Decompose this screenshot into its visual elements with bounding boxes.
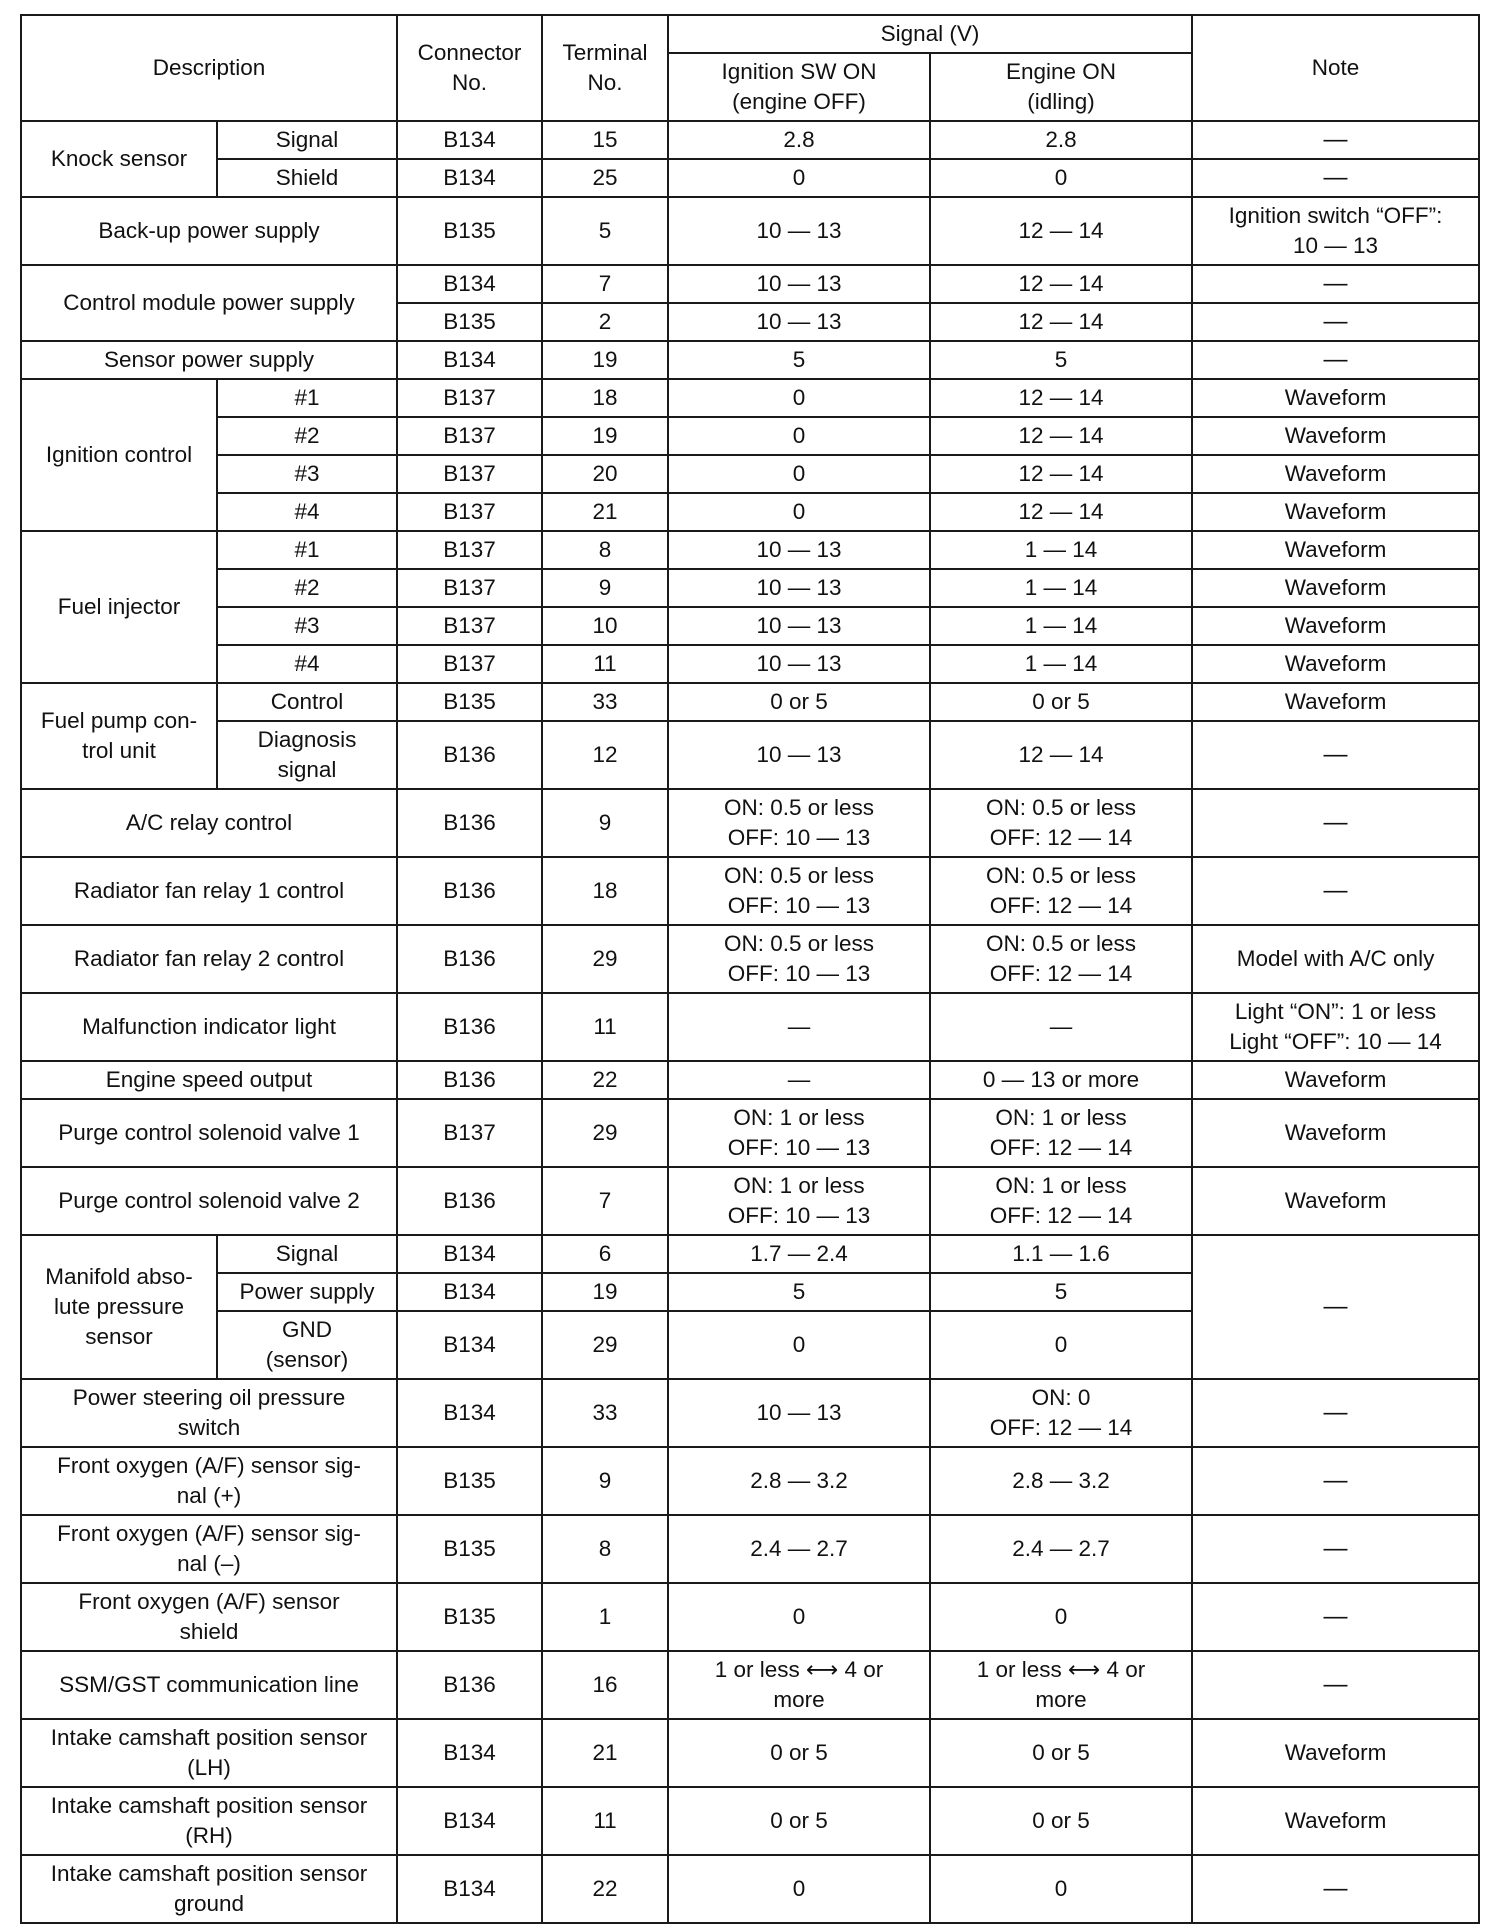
engine-on-cell: 0 [930,1855,1192,1923]
terminal-cell: 22 [542,1061,668,1099]
description-cell: Malfunction indicator light [21,993,397,1061]
note-cell: Waveform [1192,493,1479,531]
connector-cell: B137 [397,379,542,417]
sub-description-cell: #1 [217,531,397,569]
terminal-cell: 19 [542,1273,668,1311]
header-note: Note [1192,15,1479,121]
connector-cell: B134 [397,159,542,197]
connector-cell: B137 [397,531,542,569]
header-engine-on: Engine ON (idling) [930,53,1192,121]
description-cell: Radiator fan relay 2 control [21,925,397,993]
terminal-cell: 1 [542,1583,668,1651]
table-row [21,493,1479,531]
note-cell: — [1192,1379,1479,1447]
ignition-sw-on-cell: 2.4 — 2.7 [668,1515,930,1583]
table-row [21,1167,1479,1235]
note-cell: Waveform [1192,569,1479,607]
table-row [21,1583,1479,1651]
engine-on-cell: ON: 0.5 or less OFF: 12 — 14 [930,789,1192,857]
ignition-sw-on-cell: 0 [668,1311,930,1379]
description-cell: A/C relay control [21,789,397,857]
terminal-cell: 8 [542,531,668,569]
connector-cell: B135 [397,1447,542,1515]
sub-description-cell: GND (sensor) [217,1311,397,1379]
ignition-sw-on-cell: 10 — 13 [668,265,930,303]
terminal-cell: 8 [542,1515,668,1583]
terminal-cell: 19 [542,341,668,379]
engine-on-cell: 12 — 14 [930,303,1192,341]
sub-description-cell: #4 [217,493,397,531]
ignition-sw-on-cell: 10 — 13 [668,721,930,789]
terminal-cell: 33 [542,1379,668,1447]
engine-on-cell: 1 — 14 [930,569,1192,607]
table-row [21,159,1479,197]
ignition-sw-on-cell: 0 [668,1855,930,1923]
terminal-cell: 6 [542,1235,668,1273]
terminal-cell: 20 [542,455,668,493]
table-row [21,1719,1479,1787]
sub-description-cell: Control [217,683,397,721]
ignition-sw-on-cell: 0 or 5 [668,683,930,721]
connector-cell: B137 [397,569,542,607]
table-row [21,265,1479,303]
description-cell: Back-up power supply [21,197,397,265]
header-terminal-no: Terminal No. [542,15,668,121]
connector-cell: B137 [397,455,542,493]
description-cell: Ignition control [21,379,217,531]
table-row [21,379,1479,417]
engine-on-cell: 0 [930,1311,1192,1379]
table-row [21,569,1479,607]
table-row [21,683,1479,721]
table-row [21,607,1479,645]
ignition-sw-on-cell: 10 — 13 [668,197,930,265]
connector-cell: B136 [397,1061,542,1099]
engine-on-cell: 0 [930,159,1192,197]
note-cell: Model with A/C only [1192,925,1479,993]
note-cell: — [1192,265,1479,303]
engine-on-cell: 2.8 — 3.2 [930,1447,1192,1515]
note-cell: — [1192,303,1479,341]
engine-on-cell: 12 — 14 [930,455,1192,493]
note-cell: — [1192,1515,1479,1583]
table-row [21,789,1479,857]
ignition-sw-on-cell: 0 or 5 [668,1719,930,1787]
terminal-voltage-table [20,14,1480,1924]
description-cell: Intake camshaft position sensor (LH) [21,1719,397,1787]
terminal-cell: 18 [542,379,668,417]
note-cell: — [1192,159,1479,197]
table-row [21,721,1479,789]
table-row [21,1855,1479,1923]
sub-description-cell: Power supply [217,1273,397,1311]
connector-cell: B137 [397,645,542,683]
description-cell: Fuel pump con- trol unit [21,683,217,789]
description-cell: Front oxygen (A/F) sensor shield [21,1583,397,1651]
table-row [21,1447,1479,1515]
connector-cell: B137 [397,1099,542,1167]
table-header [21,15,1479,121]
description-cell: Front oxygen (A/F) sensor sig- nal (–) [21,1515,397,1583]
engine-on-cell: 2.8 [930,121,1192,159]
terminal-cell: 29 [542,1311,668,1379]
description-cell: Purge control solenoid valve 2 [21,1167,397,1235]
ignition-sw-on-cell: 10 — 13 [668,607,930,645]
terminal-cell: 5 [542,197,668,265]
table-row [21,121,1479,159]
note-cell: Waveform [1192,1787,1479,1855]
engine-on-cell: 0 or 5 [930,1787,1192,1855]
header-connector-no: Connector No. [397,15,542,121]
table-row [21,1235,1479,1273]
terminal-cell: 25 [542,159,668,197]
note-cell: — [1192,1855,1479,1923]
ignition-sw-on-cell: 2.8 — 3.2 [668,1447,930,1515]
ignition-sw-on-cell: 0 [668,417,930,455]
engine-on-cell: ON: 1 or less OFF: 12 — 14 [930,1099,1192,1167]
ignition-sw-on-cell: ON: 1 or less OFF: 10 — 13 [668,1167,930,1235]
connector-cell: B136 [397,857,542,925]
table-row [21,1061,1479,1099]
ignition-sw-on-cell: 0 [668,493,930,531]
terminal-cell: 7 [542,1167,668,1235]
connector-cell: B134 [397,1235,542,1273]
description-cell: Control module power supply [21,265,397,341]
engine-on-cell: 0 or 5 [930,1719,1192,1787]
engine-on-cell: 12 — 14 [930,197,1192,265]
connector-cell: B136 [397,721,542,789]
description-cell: Fuel injector [21,531,217,683]
sub-description-cell: #2 [217,569,397,607]
connector-cell: B136 [397,1167,542,1235]
note-cell: Waveform [1192,417,1479,455]
description-cell: Intake camshaft position sensor (RH) [21,1787,397,1855]
terminal-cell: 11 [542,645,668,683]
description-cell: Knock sensor [21,121,217,197]
description-cell: Radiator fan relay 1 control [21,857,397,925]
ignition-sw-on-cell: 0 [668,455,930,493]
ignition-sw-on-cell: 5 [668,341,930,379]
table-row [21,857,1479,925]
header-ignition-sw-on: Ignition SW ON (engine OFF) [668,53,930,121]
engine-on-cell: 1 or less ⟷ 4 or more [930,1651,1192,1719]
note-cell: — [1192,789,1479,857]
description-cell: SSM/GST communication line [21,1651,397,1719]
engine-on-cell: 2.4 — 2.7 [930,1515,1192,1583]
ignition-sw-on-cell: 0 [668,1583,930,1651]
note-cell: — [1192,1583,1479,1651]
engine-on-cell: 12 — 14 [930,493,1192,531]
description-cell: Manifold abso- lute pressure sensor [21,1235,217,1379]
terminal-cell: 10 [542,607,668,645]
table-row [21,341,1479,379]
connector-cell: B136 [397,789,542,857]
ignition-sw-on-cell: 10 — 13 [668,303,930,341]
terminal-cell: 21 [542,493,668,531]
connector-cell: B134 [397,1379,542,1447]
table-row [21,531,1479,569]
terminal-cell: 9 [542,569,668,607]
connector-cell: B137 [397,493,542,531]
note-cell: — [1192,1651,1479,1719]
terminal-cell: 9 [542,1447,668,1515]
engine-on-cell: 12 — 14 [930,379,1192,417]
description-cell: Front oxygen (A/F) sensor sig- nal (+) [21,1447,397,1515]
connector-cell: B136 [397,1651,542,1719]
note-cell: Waveform [1192,645,1479,683]
note-cell: — [1192,1235,1479,1379]
table-row [21,1651,1479,1719]
note-cell: Ignition switch “OFF”: 10 — 13 [1192,197,1479,265]
note-cell: — [1192,121,1479,159]
table-row [21,455,1479,493]
note-cell: — [1192,1447,1479,1515]
connector-cell: B134 [397,265,542,303]
note-cell: — [1192,721,1479,789]
engine-on-cell: 12 — 14 [930,721,1192,789]
note-cell: Light “ON”: 1 or less Light “OFF”: 10 — 14 [1192,993,1479,1061]
connector-cell: B134 [397,341,542,379]
ignition-sw-on-cell: 2.8 [668,121,930,159]
connector-cell: B134 [397,1855,542,1923]
engine-on-cell: 1 — 14 [930,607,1192,645]
terminal-cell: 22 [542,1855,668,1923]
terminal-cell: 19 [542,417,668,455]
note-cell: — [1192,341,1479,379]
ignition-sw-on-cell: 0 [668,379,930,417]
connector-cell: B135 [397,683,542,721]
ignition-sw-on-cell: ON: 0.5 or less OFF: 10 — 13 [668,925,930,993]
sub-description-cell: #2 [217,417,397,455]
engine-on-cell: — [930,993,1192,1061]
terminal-cell: 11 [542,993,668,1061]
engine-on-cell: 0 [930,1583,1192,1651]
engine-on-cell: ON: 0.5 or less OFF: 12 — 14 [930,857,1192,925]
note-cell: Waveform [1192,455,1479,493]
engine-on-cell: 1 — 14 [930,531,1192,569]
ignition-sw-on-cell: ON: 0.5 or less OFF: 10 — 13 [668,789,930,857]
ignition-sw-on-cell: 1.7 — 2.4 [668,1235,930,1273]
table-row [21,993,1479,1061]
table-row [21,197,1479,265]
terminal-cell: 29 [542,1099,668,1167]
connector-cell: B134 [397,1719,542,1787]
terminal-cell: 2 [542,303,668,341]
connector-cell: B136 [397,993,542,1061]
engine-on-cell: ON: 1 or less OFF: 12 — 14 [930,1167,1192,1235]
terminal-cell: 7 [542,265,668,303]
connector-cell: B134 [397,1311,542,1379]
engine-on-cell: 12 — 14 [930,265,1192,303]
terminal-cell: 12 [542,721,668,789]
connector-cell: B137 [397,607,542,645]
note-cell: Waveform [1192,1719,1479,1787]
note-cell: Waveform [1192,379,1479,417]
connector-cell: B134 [397,121,542,159]
sub-description-cell: #4 [217,645,397,683]
engine-on-cell: ON: 0.5 or less OFF: 12 — 14 [930,925,1192,993]
description-cell: Sensor power supply [21,341,397,379]
note-cell: Waveform [1192,1061,1479,1099]
terminal-cell: 29 [542,925,668,993]
ignition-sw-on-cell: 0 or 5 [668,1787,930,1855]
ignition-sw-on-cell: 10 — 13 [668,1379,930,1447]
table-row [21,925,1479,993]
terminal-cell: 11 [542,1787,668,1855]
engine-on-cell: 0 or 5 [930,683,1192,721]
header-description: Description [21,15,397,121]
note-cell: Waveform [1192,1167,1479,1235]
engine-on-cell: 1.1 — 1.6 [930,1235,1192,1273]
table-row [21,1099,1479,1167]
table-row [21,1379,1479,1447]
connector-cell: B135 [397,303,542,341]
engine-on-cell: ON: 0 OFF: 12 — 14 [930,1379,1192,1447]
note-cell: Waveform [1192,531,1479,569]
ignition-sw-on-cell: 10 — 13 [668,645,930,683]
ignition-sw-on-cell: 0 [668,159,930,197]
description-cell: Intake camshaft position sensor ground [21,1855,397,1923]
table-row [21,417,1479,455]
terminal-cell: 33 [542,683,668,721]
sub-description-cell: Diagnosis signal [217,721,397,789]
ignition-sw-on-cell: — [668,993,930,1061]
description-cell: Power steering oil pressure switch [21,1379,397,1447]
ignition-sw-on-cell: 10 — 13 [668,531,930,569]
engine-on-cell: 0 — 13 or more [930,1061,1192,1099]
ignition-sw-on-cell: ON: 1 or less OFF: 10 — 13 [668,1099,930,1167]
connector-cell: B134 [397,1787,542,1855]
connector-cell: B134 [397,1273,542,1311]
terminal-cell: 9 [542,789,668,857]
sub-description-cell: #3 [217,607,397,645]
connector-cell: B137 [397,417,542,455]
sub-description-cell: #3 [217,455,397,493]
engine-on-cell: 12 — 14 [930,417,1192,455]
connector-cell: B135 [397,197,542,265]
header-signal-v: Signal (V) [668,15,1192,53]
connector-cell: B136 [397,925,542,993]
ignition-sw-on-cell: 10 — 13 [668,569,930,607]
table-body [21,121,1479,1923]
table-row [21,1787,1479,1855]
ignition-sw-on-cell: — [668,1061,930,1099]
ignition-sw-on-cell: ON: 0.5 or less OFF: 10 — 13 [668,857,930,925]
table-row [21,1515,1479,1583]
terminal-cell: 15 [542,121,668,159]
table-row [21,645,1479,683]
terminal-cell: 18 [542,857,668,925]
connector-cell: B135 [397,1583,542,1651]
description-cell: Engine speed output [21,1061,397,1099]
description-cell: Purge control solenoid valve 1 [21,1099,397,1167]
sub-description-cell: Signal [217,121,397,159]
connector-cell: B135 [397,1515,542,1583]
engine-on-cell: 5 [930,341,1192,379]
spec-sheet [20,14,1480,1924]
sub-description-cell: #1 [217,379,397,417]
ignition-sw-on-cell: 1 or less ⟷ 4 or more [668,1651,930,1719]
sub-description-cell: Shield [217,159,397,197]
terminal-cell: 16 [542,1651,668,1719]
terminal-cell: 21 [542,1719,668,1787]
note-cell: Waveform [1192,683,1479,721]
note-cell: Waveform [1192,607,1479,645]
note-cell: — [1192,857,1479,925]
sub-description-cell: Signal [217,1235,397,1273]
engine-on-cell: 5 [930,1273,1192,1311]
engine-on-cell: 1 — 14 [930,645,1192,683]
note-cell: Waveform [1192,1099,1479,1167]
ignition-sw-on-cell: 5 [668,1273,930,1311]
